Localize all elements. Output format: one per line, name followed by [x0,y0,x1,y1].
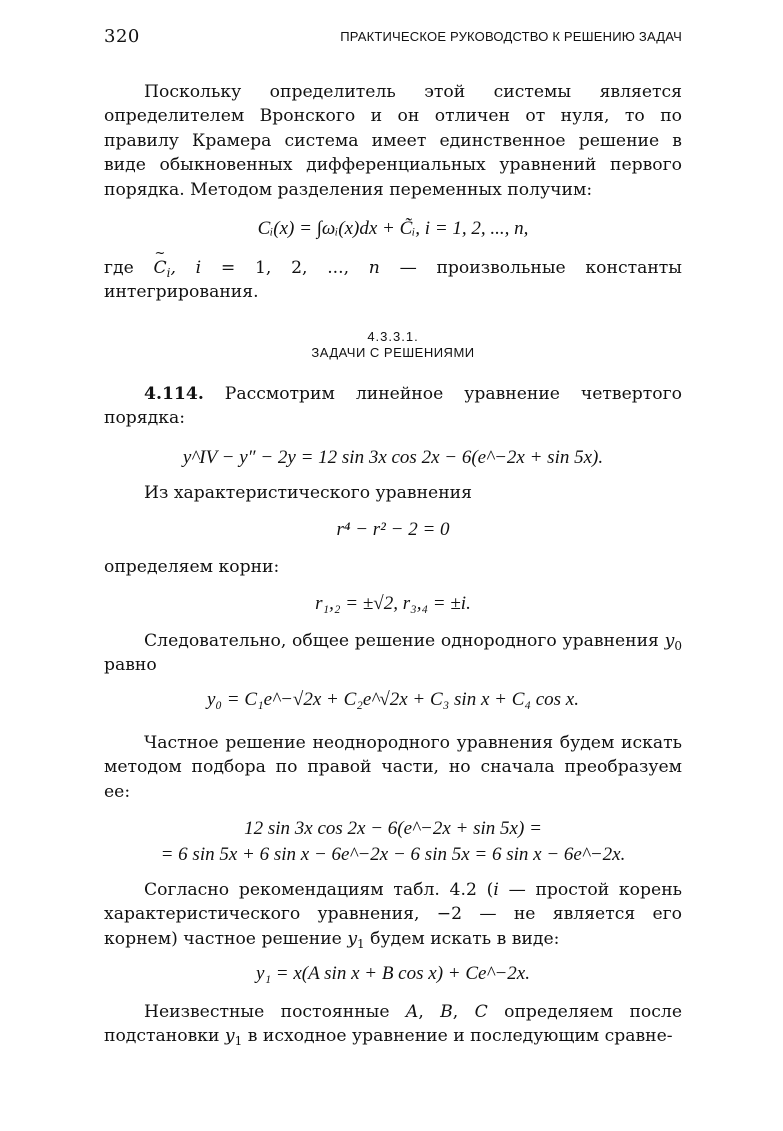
formula-4-text: r₁,₂ = ±√2, r₃,₄ = ±i. [315,593,471,614]
paragraph-5-text: Следовательно, общее решение однородного уравнения [144,631,659,651]
page-header [104,26,682,52]
problem-number: 4.114. [144,384,204,404]
paragraph-5-end: равно [104,655,157,676]
paragraph-8-part-2: определяем после подстановки [104,1002,682,1047]
formula-7-text: y₁ = x(A sin x + B cos x) + Ce^−2x. [256,963,530,984]
paragraph-2-prefix: где [104,258,134,278]
problem-paragraph [104,382,682,431]
paragraph-7-part-3: будем искать в виде: [370,928,560,949]
formula-transform-line-2 [104,843,682,867]
paragraph-5: Следовательно, общее решение однородного уравнения $y_0$ равно [104,631,682,676]
page-number: 320 [104,26,140,47]
formula-particular [104,962,682,986]
paragraph-2: где ~ $C_i$, i = 1, 2, ..., n — произвольные константы интегрирования. [104,256,682,305]
section-number: 4.3.3.1. [367,329,419,344]
formula-characteristic [104,518,682,542]
running-title: ПРАКТИЧЕСКОЕ РУКОВОДСТВО К РЕШЕНИЮ ЗАДАЧ [340,29,682,44]
formula-1-text: Cᵢ(x) = ∫ωᵢ(x)dx + C̃ᵢ, i = 1, 2, ..., n, [257,218,529,239]
paragraph-4: определяем корни: [104,557,280,577]
paragraph-7: Согласно рекомендациям табл. 4.2 (i — простой корень характеристического уравнения, −2 — не является его корнем) частное решение $y_1$ будем искать в виде: [104,880,683,951]
problem-text: Рассмотрим линейное уравнение четвертого порядка: [104,384,682,429]
formula-6-line-1: 12 sin 3x cos 2x − 6(e^−2x + sin 5x) = [244,818,542,839]
formula-6-line-2: = 6 sin 5x + 6 sin x − 6e^−2x − 6 sin 5x = 6 sin x − 6e^−2x. [160,844,626,865]
formula-5-text: y₀ = C₁e^−√2x + C₂e^√2x + C₃ sin x + C₄ cos x. [207,689,579,710]
paragraph-2-suffix: — произвольные константы интегрирования. [104,258,682,303]
formula-roots [104,592,682,616]
formula-general-solution [104,688,682,712]
formula-main-equation [104,446,682,470]
formula-integral [104,217,682,241]
paragraph-8-part-3: в исходное уравнение и последующим сравне- [247,1026,673,1047]
paragraph-7-part-2: — простой корень характеристического уравнения, −2 — не является его корнем) частное решение [104,880,683,949]
formula-3-text: r⁴ − r² − 2 = 0 [336,519,450,540]
paragraph-3: Из характеристического уравнения [144,483,472,503]
paragraph-1: Поскольку определитель этой системы является определителем Вронского и он отличен от нуля, то по правилу Крамера система имеет единственное решение в виде обыкновенных дифференциальных уравнений первого порядка. Методом разделения переменных получим: [104,82,682,200]
formula-2-text: y^IV − y″ − 2y = 12 sin 3x cos 2x − 6(e^−2x + sin 5x). [182,447,604,468]
paragraph-8: Неизвестные постоянные A, B, C определяем после подстановки $y_1$ в исходное уравнение и последующим сравне- [104,1002,682,1049]
formula-transform-line-1 [104,817,682,841]
paragraph-8-part-1: Неизвестные постоянные [144,1002,390,1022]
section-title: ЗАДАЧИ С РЕШЕНИЯМИ [311,345,475,360]
paragraph-6: Частное решение неоднородного уравнения будем искать методом подбора по правой части, но сначала преобразуем ее: [104,733,682,802]
paragraph-7-part-1: Согласно рекомендациям табл. 4.2 ( [144,880,494,900]
